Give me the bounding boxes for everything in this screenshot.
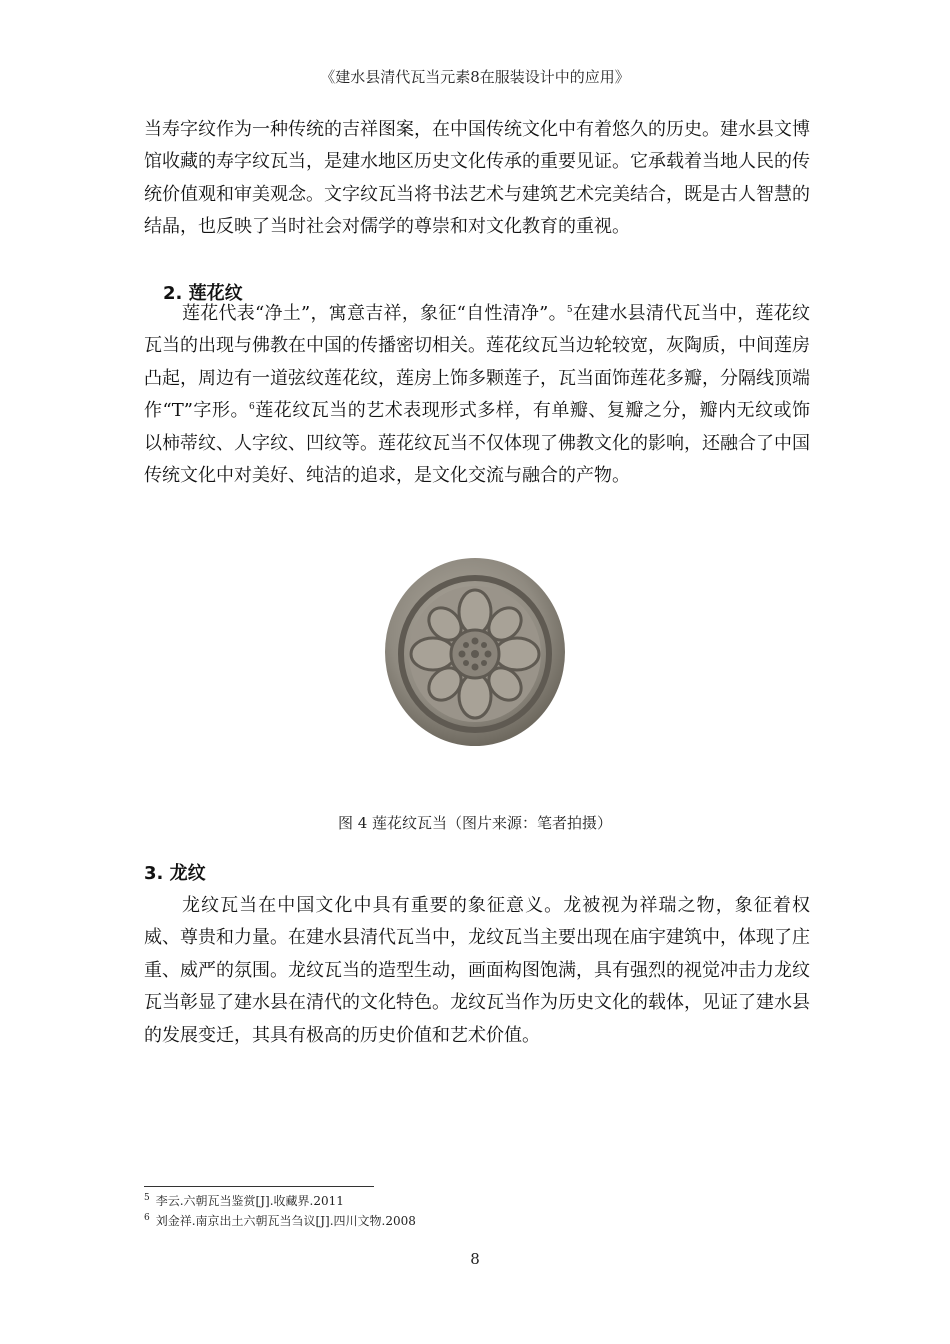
running-header: 《建水县清代瓦当元素8在服装设计中的应用》: [320, 68, 630, 86]
footnote-ref-5: 5: [566, 305, 573, 315]
footnote-6: [144, 1212, 416, 1229]
lotus-text-part1: 莲花代表“净土”，寓意吉祥，象征“自性清净”。: [182, 303, 567, 324]
footnote-ref-6: 6: [248, 402, 255, 413]
paragraph-shou-pattern: 当寿字纹作为一种传统的吉祥图案，在中国传统文化中有着悠久的历史。建水县文博馆收藏的寿字纹瓦当，是建水地区历史文化传承的重要见证。它承载着当地人民的传统价值观和审美观念。文字纹瓦当将书法艺术与建筑艺术完美结合，既是古人智慧的结晶，也反映了当时社会对儒学的尊崇和对文化教育的重视。: [144, 119, 810, 238]
footnote-text: 刘金祥.南京出土六朝瓦当刍议[J].四川文物.2008: [155, 1214, 416, 1228]
footnote-text: 李云.六朝瓦当鉴赏[J].收藏界.2011: [155, 1194, 344, 1208]
paragraph-lotus-pattern: [144, 298, 810, 492]
footnote-number: 5: [144, 1193, 150, 1203]
footnote-number: 6: [144, 1213, 150, 1223]
paragraph-dragon-pattern: 龙纹瓦当在中国文化中具有重要的象征意义。龙被视为祥瑞之物，象征着权威、尊贵和力量。在建水县清代瓦当中，龙纹瓦当主要出现在庙宇建筑中，体现了庄重、威严的氛围。龙纹瓦当的造型生动，画面构图饱满，具有强烈的视觉冲击力龙纹瓦当彰显了建水县在清代的文化特色。龙纹瓦当作为历史文化的载体，见证了建水县的发展变迁，其具有极高的历史价值和艺术价值。: [144, 895, 810, 1046]
section-heading-dragon: 3. 龙纹: [144, 863, 206, 884]
lotus-text-part3: 莲花纹瓦当的艺术表现形式多样，有单瓣、复瓣之分，瓣内无纹或饰以柿蒂纹、人字纹、凹纹等。莲花纹瓦当不仅体现了佛教文化的影响，还融合了中国传统文化中对美好、纯洁的追求，是文化交流与融合的产物。: [144, 400, 810, 487]
section-heading-lotus: 2. 莲花纹: [163, 283, 243, 304]
figure-caption: 图 4 莲花纹瓦当（图片来源：笔者拍摄）: [337, 814, 613, 832]
footnote-divider: [144, 1186, 374, 1187]
page-number: 8: [470, 1250, 480, 1268]
lotus-tile-photo: [381, 550, 569, 750]
footnote-5: [144, 1192, 344, 1209]
lotus-text-part2: 在建水县清代瓦当中，莲花纹瓦当的出现与佛教在中国的传播密切相关。莲花纹瓦当边轮较宽，灰陶质，中间莲房凸起，周边有一道弦纹莲花纹，莲房上饰多颗莲子，瓦当面饰莲花多瓣，分隔线顶端作“T”字形。: [144, 303, 811, 422]
